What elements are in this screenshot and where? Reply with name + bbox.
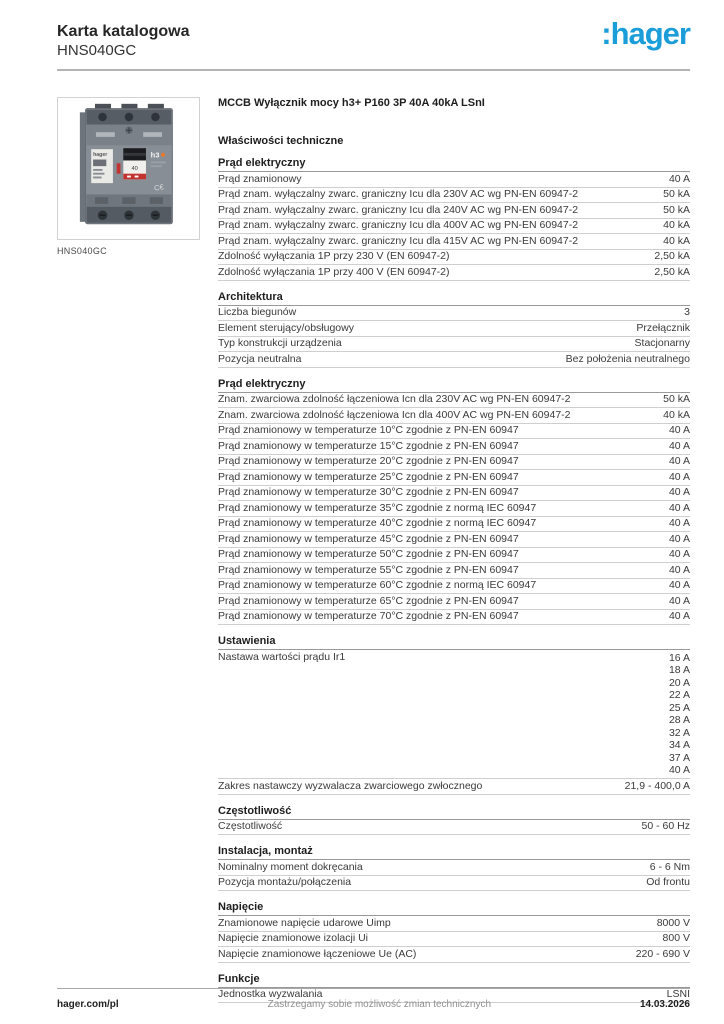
spec-row-label: Prąd znamionowy w temperaturze 20°C zgodnie z PN-EN 60947 bbox=[218, 455, 519, 467]
spec-row-label: Prąd znamionowy bbox=[218, 172, 302, 185]
spec-row bbox=[218, 860, 690, 876]
spec-row-label: Prąd znamionowy w temperaturze 45°C zgodnie z PN-EN 60947 bbox=[218, 532, 519, 545]
spec-row-value-line: 34 A bbox=[668, 739, 690, 751]
spec-row-label: Prąd znamionowy w temperaturze 70°C zgodnie z PN-EN 60947 bbox=[218, 610, 519, 622]
spec-row-label: Prąd znamionowy w temperaturze 55°C zgodnie z PN-EN 60947 bbox=[218, 563, 519, 576]
spec-row-value-line: 20 A bbox=[668, 676, 690, 689]
footer-row bbox=[57, 999, 690, 1010]
page-footer bbox=[57, 988, 690, 1010]
spec-row-value: 40 A bbox=[668, 532, 690, 545]
spec-row-label: Element sterujący/obsługowy bbox=[218, 321, 354, 334]
spec-row-label: Prąd znamionowy w temperaturze 25°C zgodnie z PN-EN 60947 bbox=[218, 470, 519, 483]
spec-row-label: Nominalny moment dokręcania bbox=[218, 860, 363, 873]
spec-subtitle: Właściwości techniczne bbox=[218, 135, 344, 147]
section-title: Częstotliwość bbox=[218, 805, 690, 820]
spec-row-label: Znam. zwarciowa zdolność łączeniowa Icn dla 230V AC wg PN-EN 60947-2 bbox=[218, 393, 571, 405]
spec-row-value-line: 18 A bbox=[668, 664, 690, 676]
spec-row bbox=[218, 594, 690, 610]
spec-row bbox=[218, 408, 690, 424]
spec-row bbox=[218, 947, 690, 963]
spec-row-label: Zdolność wyłączania 1P przy 400 V (EN 60947-2) bbox=[218, 265, 450, 278]
spec-row-value: 3 bbox=[684, 306, 690, 318]
section-title: Prąd elektryczny bbox=[218, 157, 690, 172]
spec-row-label: Liczba biegunów bbox=[218, 306, 297, 318]
hager-logo: :hager bbox=[601, 16, 690, 51]
spec-row bbox=[218, 916, 690, 932]
spec-row bbox=[218, 439, 690, 455]
spec-row bbox=[218, 501, 690, 517]
spec-row-label: Prąd znamionowy w temperaturze 40°C zgodnie z normą IEC 60947 bbox=[218, 517, 537, 529]
spec-row-value: 40 kA bbox=[663, 408, 690, 421]
spec-row-value: 50 - 60 Hz bbox=[641, 820, 690, 832]
spec-row-label: Napięcie znamionowe łączeniowe Ue (AC) bbox=[218, 947, 417, 960]
spec-row-value: 40 A bbox=[668, 563, 690, 576]
spec-row-value: 2,50 kA bbox=[654, 265, 690, 278]
section-title: Prąd elektryczny bbox=[218, 378, 690, 393]
spec-row bbox=[218, 820, 690, 836]
spec-row bbox=[218, 424, 690, 440]
spec-row-value: 40 A bbox=[668, 517, 690, 529]
spec-row bbox=[218, 563, 690, 579]
spec-row-value: 40 kA bbox=[663, 234, 690, 247]
spec-row-label: Prąd znamionowy w temperaturze 30°C zgodnie z PN-EN 60947 bbox=[218, 486, 519, 498]
spec-section bbox=[218, 378, 690, 626]
spec-row-value: 40 A bbox=[668, 594, 690, 607]
spec-row bbox=[218, 610, 690, 626]
spec-row-value: 40 A bbox=[668, 579, 690, 591]
spec-row-value-line: 28 A bbox=[668, 714, 690, 726]
spec-row-value: Stacjonarny bbox=[634, 337, 690, 349]
spec-row bbox=[218, 219, 690, 235]
mccb-product-photo bbox=[61, 101, 196, 236]
svg-text:C€: C€ bbox=[153, 182, 165, 193]
spec-row-value: 40 A bbox=[668, 548, 690, 560]
spec-row-label: Prąd znamionowy w temperaturze 50°C zgodnie z PN-EN 60947 bbox=[218, 548, 519, 560]
spec-row-value: 40 A bbox=[668, 439, 690, 452]
spec-row-label: Prąd znamionowy w temperaturze 60°C zgodnie z normą IEC 60947 bbox=[218, 579, 537, 591]
spec-section bbox=[218, 901, 690, 963]
spec-row bbox=[218, 265, 690, 281]
spec-row-value: 40 A bbox=[668, 455, 690, 467]
spec-row bbox=[218, 234, 690, 250]
page-header bbox=[0, 0, 724, 60]
spec-row bbox=[218, 352, 690, 368]
spec-section bbox=[218, 845, 690, 891]
spec-row bbox=[218, 306, 690, 322]
spec-row bbox=[218, 470, 690, 486]
spec-row bbox=[218, 203, 690, 219]
spec-row-value-line: 22 A bbox=[668, 689, 690, 701]
spec-row-value: Od frontu bbox=[646, 876, 690, 888]
spec-row-label: Zakres nastawczy wyzwalacza zwarciowego zwłocznego bbox=[218, 779, 483, 792]
spec-row-label: Typ konstrukcji urządzenia bbox=[218, 337, 342, 349]
spec-row bbox=[218, 876, 690, 892]
doc-type-title: Karta katalogowa bbox=[57, 23, 190, 40]
spec-row-value: 2,50 kA bbox=[654, 250, 690, 262]
spec-row bbox=[218, 779, 690, 795]
product-image-caption: HNS040GC bbox=[57, 246, 107, 256]
spec-row-label: Prąd znam. wyłączalny zwarc. graniczny Icu dla 415V AC wg PN-EN 60947-2 bbox=[218, 234, 579, 247]
footer-website: hager.com/pl bbox=[57, 999, 119, 1010]
product-image-frame bbox=[57, 97, 200, 240]
spec-row-value: 50 kA bbox=[663, 203, 690, 216]
spec-section bbox=[218, 157, 690, 281]
spec-row-label: Znamionowe napięcie udarowe Uimp bbox=[218, 916, 391, 929]
spec-row bbox=[218, 517, 690, 533]
spec-row-value bbox=[669, 652, 690, 777]
spec-row-value: 40 A bbox=[668, 610, 690, 622]
spec-row-value-line: 40 A bbox=[668, 764, 690, 776]
spec-row-value: 50 kA bbox=[663, 393, 690, 405]
spec-row-label: Prąd znam. wyłączalny zwarc. graniczny Icu dla 240V AC wg PN-EN 60947-2 bbox=[218, 203, 579, 216]
spec-row-value: 800 V bbox=[662, 932, 690, 944]
spec-row-value: 40 A bbox=[668, 424, 690, 436]
spec-row-label: Napięcie znamionowe izolacji Ui bbox=[218, 932, 368, 944]
spec-row-value: 8000 V bbox=[656, 916, 690, 929]
spec-row-value: LSNI bbox=[666, 988, 690, 1000]
spec-sections bbox=[218, 157, 690, 1003]
spec-row bbox=[218, 393, 690, 409]
spec-row bbox=[218, 548, 690, 564]
spec-section bbox=[218, 291, 690, 368]
section-title: Napięcie bbox=[218, 901, 690, 916]
footer-disclaimer: Zastrzegamy sobie możliwość zmian technicznych bbox=[267, 999, 492, 1010]
spec-row-label: Prąd znam. wyłączalny zwarc. graniczny Icu dla 400V AC wg PN-EN 60947-2 bbox=[218, 219, 579, 231]
product-column bbox=[57, 97, 218, 1003]
svg-text:40: 40 bbox=[131, 165, 138, 172]
spec-row-value: Przełącznik bbox=[636, 321, 690, 334]
spec-row-label: Prąd znamionowy w temperaturze 35°C zgodnie z normą IEC 60947 bbox=[218, 501, 537, 514]
spec-row-label: Prąd znamionowy w temperaturze 10°C zgodnie z PN-EN 60947 bbox=[218, 424, 519, 436]
spec-row bbox=[218, 486, 690, 502]
spec-row-value: 50 kA bbox=[663, 188, 690, 200]
spec-row-label: Znam. zwarciowa zdolność łączeniowa Icn dla 400V AC wg PN-EN 60947-2 bbox=[218, 408, 571, 421]
spec-row-value: 40 A bbox=[668, 172, 690, 185]
spec-row-label: Częstotliwość bbox=[218, 820, 283, 832]
spec-row-value: 21,9 - 400,0 A bbox=[624, 779, 690, 792]
footer-divider bbox=[57, 988, 690, 989]
spec-section bbox=[218, 805, 690, 836]
spec-row bbox=[218, 579, 690, 595]
spec-row bbox=[218, 172, 690, 188]
spec-row-value-line: 32 A bbox=[668, 726, 690, 739]
spec-row-label: Prąd znam. wyłączalny zwarc. graniczny Icu dla 230V AC wg PN-EN 60947-2 bbox=[218, 188, 579, 200]
spec-row-value-line: 37 A bbox=[668, 751, 690, 764]
spec-row-value: 220 - 690 V bbox=[635, 947, 690, 960]
spec-row-value: Bez położenia neutralnego bbox=[565, 352, 690, 365]
svg-text:h3: h3 bbox=[150, 150, 160, 160]
spec-row bbox=[218, 188, 690, 204]
spec-row bbox=[218, 932, 690, 948]
header-product-code: HNS040GC bbox=[57, 42, 137, 59]
section-title: Architektura bbox=[218, 291, 690, 306]
spec-row-label: Nastawa wartości prądu Ir1 bbox=[218, 650, 346, 663]
spec-row bbox=[218, 321, 690, 337]
spec-row-value-line: 16 A bbox=[668, 651, 690, 664]
spec-row bbox=[218, 337, 690, 353]
spec-row bbox=[218, 455, 690, 471]
spec-row-label: Pozycja montażu/połączenia bbox=[218, 876, 352, 888]
spec-row-value: 40 kA bbox=[663, 219, 690, 231]
svg-text:hager: hager bbox=[93, 151, 108, 158]
section-title: Ustawienia bbox=[218, 635, 690, 650]
main-content bbox=[0, 71, 724, 1003]
spec-column bbox=[218, 97, 690, 1003]
spec-row-value: 40 A bbox=[668, 501, 690, 514]
spec-row-label: Jednostka wyzwalania bbox=[218, 988, 323, 1000]
footer-date: 14.03.2026 bbox=[639, 999, 690, 1010]
spec-row-label: Prąd znamionowy w temperaturze 15°C zgodnie z PN-EN 60947 bbox=[218, 439, 519, 452]
spec-row-value: 40 A bbox=[668, 486, 690, 498]
spec-row-value-line: 25 A bbox=[668, 701, 690, 714]
section-title: Funkcje bbox=[218, 973, 690, 988]
product-title: MCCB Wyłącznik mocy h3+ P160 3P 40A 40kA LSnI bbox=[218, 97, 485, 109]
spec-row-label: Prąd znamionowy w temperaturze 65°C zgodnie z PN-EN 60947 bbox=[218, 594, 519, 607]
spec-row bbox=[218, 250, 690, 266]
spec-row-value: 6 - 6 Nm bbox=[649, 860, 690, 873]
spec-row-label: Pozycja neutralna bbox=[218, 352, 302, 365]
spec-section bbox=[218, 635, 690, 795]
spec-row-label: Zdolność wyłączania 1P przy 230 V (EN 60947-2) bbox=[218, 250, 450, 262]
spec-row-value: 40 A bbox=[668, 470, 690, 483]
spec-row bbox=[218, 532, 690, 548]
spec-row bbox=[218, 650, 690, 779]
section-title: Instalacja, montaż bbox=[218, 845, 690, 860]
